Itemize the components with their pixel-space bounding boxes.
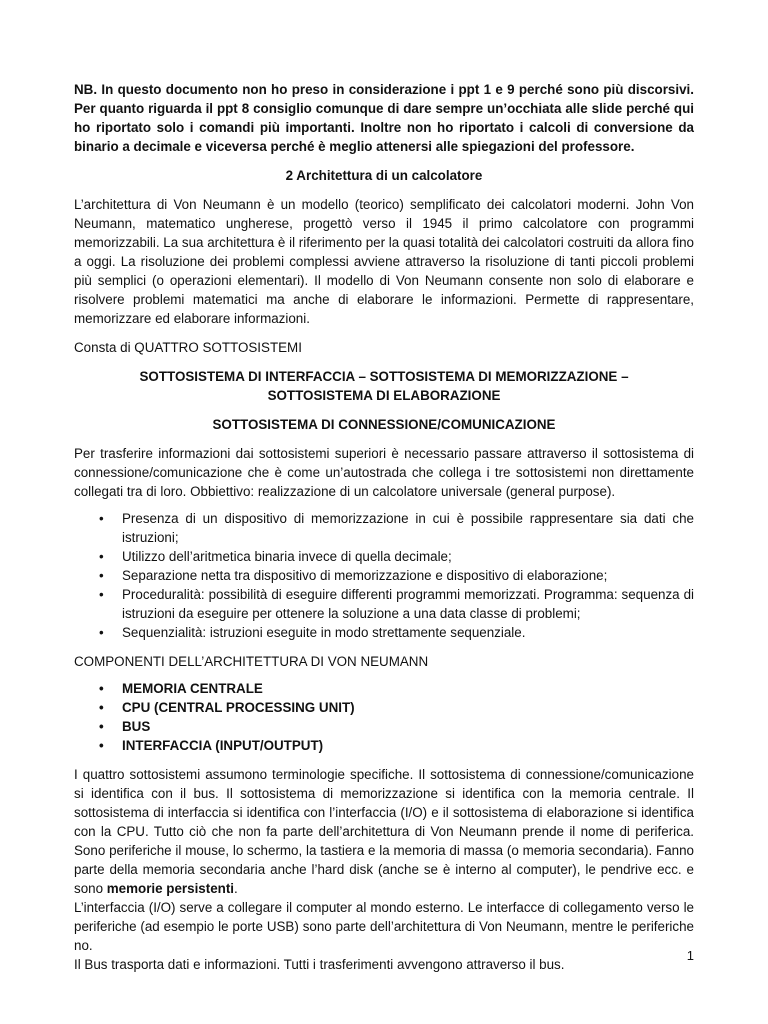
list-item: • Proceduralità: possibilità di eseguire differenti programmi memorizzati. Programma: sequenza di istruzioni da eseguire per ottenere la soluzione a una data classe di problemi; xyxy=(99,587,694,621)
transfer-paragraph: Per trasferire informazioni dai sottosistemi superiori è necessario passare attraverso il sottosistema di connessione/comunicazione che è come un’autostrada che collega i tre sottosistemi non direttamente collegati tra di loro. Obbiettivo: realizzazione di un calcolatore universale (general purpose). xyxy=(74,446,694,499)
components-heading: COMPONENTI DELL’ARCHITETTURA DI VON NEUMANN xyxy=(74,654,429,669)
bullet-icon: • xyxy=(99,587,104,602)
bullet-icon: • xyxy=(99,549,104,564)
persistent-memory-term: memorie persistenti xyxy=(106,881,235,896)
bullet-icon: • xyxy=(99,511,104,526)
list-item: • CPU (CENTRAL PROCESSING UNIT) xyxy=(99,700,355,715)
closing-paragraph: I quattro sottosistemi assumono terminologie specifiche. Il sottosistema di connessione/comunicazione si identifica con il bus. Il sottosistema di memorizzazione si identifica con la memoria centrale. Il sottosistema di interfaccia si identifica con l’interfaccia (I/O) e il sottosistema di elaborazione si identifica con la CPU. Tutto ciò che non fa parte dell’architettura di Von Neumann prende il nome di periferica. Sono periferiche il mouse, lo schermo, la tastiera e la memoria di massa (o memoria secondaria). Fanno parte della memoria secondaria anche l’hard disk (anche se è interno al computer), le pendrive ecc. e sono memorie persistenti. xyxy=(74,767,694,896)
list-item: • Separazione netta tra dispositivo di memorizzazione e dispositivo di elaborazione; xyxy=(99,568,608,583)
list-item: • MEMORIA CENTRALE xyxy=(99,681,263,696)
list-item: • INTERFACCIA (INPUT/OUTPUT) xyxy=(99,738,324,753)
list-item: • Presenza di un dispositivo di memorizzazione in cui è possibile rappresentare sia dati che istruzioni; xyxy=(99,511,694,545)
bullet-icon: • xyxy=(99,625,104,640)
bullet-icon: • xyxy=(99,719,104,734)
subsystems-heading: SOTTOSISTEMA DI INTERFACCIA – SOTTOSISTEMA DI MEMORIZZAZIONE – SOTTOSISTEMA DI ELABORAZIONE xyxy=(139,369,629,403)
bullet-icon: • xyxy=(99,700,104,715)
bus-paragraph: Il Bus trasporta dati e informazioni. Tutti i trasferimenti avvengono attraverso il bus. xyxy=(74,957,565,972)
list-item: • Utilizzo dell’aritmetica binaria invece di quella decimale; xyxy=(99,549,452,564)
bullet-icon: • xyxy=(99,568,104,583)
subsystems-heading-2: SOTTOSISTEMA DI CONNESSIONE/COMUNICAZIONE xyxy=(212,417,556,432)
list-item: • BUS xyxy=(99,719,151,734)
note-paragraph: NB. In questo documento non ho preso in considerazione i ppt 1 e 9 perché sono più discorsivi. Per quanto riguarda il ppt 8 consiglio comunque di dare sempre un’occhiata alle slide perché qui ho riportato solo i comandi più importanti. Inoltre non ho riportato i calcoli di conversione da binario a decimale e viceversa perché è meglio attenersi alle spiegazioni del professore. xyxy=(74,82,694,154)
principles-list xyxy=(74,509,694,642)
bullet-icon: • xyxy=(99,681,104,696)
page-number: 1 xyxy=(686,948,694,963)
components-list xyxy=(74,679,694,755)
interface-paragraph: L’interfaccia (I/O) serve a collegare il computer al mondo esterno. Le interfacce di collegamento verso le periferiche (ad esempio le porte USB) sono parte dell’architettura di Von Neumann, mentre le periferiche no. xyxy=(74,900,694,953)
intro-paragraph: L’architettura di Von Neumann è un modello (teorico) semplificato dei calcolatori moderni. John Von Neumann, matematico ungherese, progettò verso il 1945 il primo calcolatore con programmi memorizzabili. La sua architettura è il riferimento per la quasi totalità dei calcolatori costruiti da allora fino a oggi. La risoluzione dei problemi complessi avviene attraverso la risoluzione di tanti piccoli problemi più semplici (o operazioni elementari). Il modello di Von Neumann consente non solo di elaborare e risolvere problemi matematici ma anche di elaborare le informazioni. Permette di rappresentare, memorizzare ed elaborare informazioni. xyxy=(74,197,694,326)
bullet-icon: • xyxy=(99,738,104,753)
list-item: • Sequenzialità: istruzioni eseguite in modo strettamente sequenziale. xyxy=(99,625,526,640)
section-title: 2 Architettura di un calcolatore xyxy=(285,168,483,183)
consta-line: Consta di QUATTRO SOTTOSISTEMI xyxy=(74,340,302,355)
